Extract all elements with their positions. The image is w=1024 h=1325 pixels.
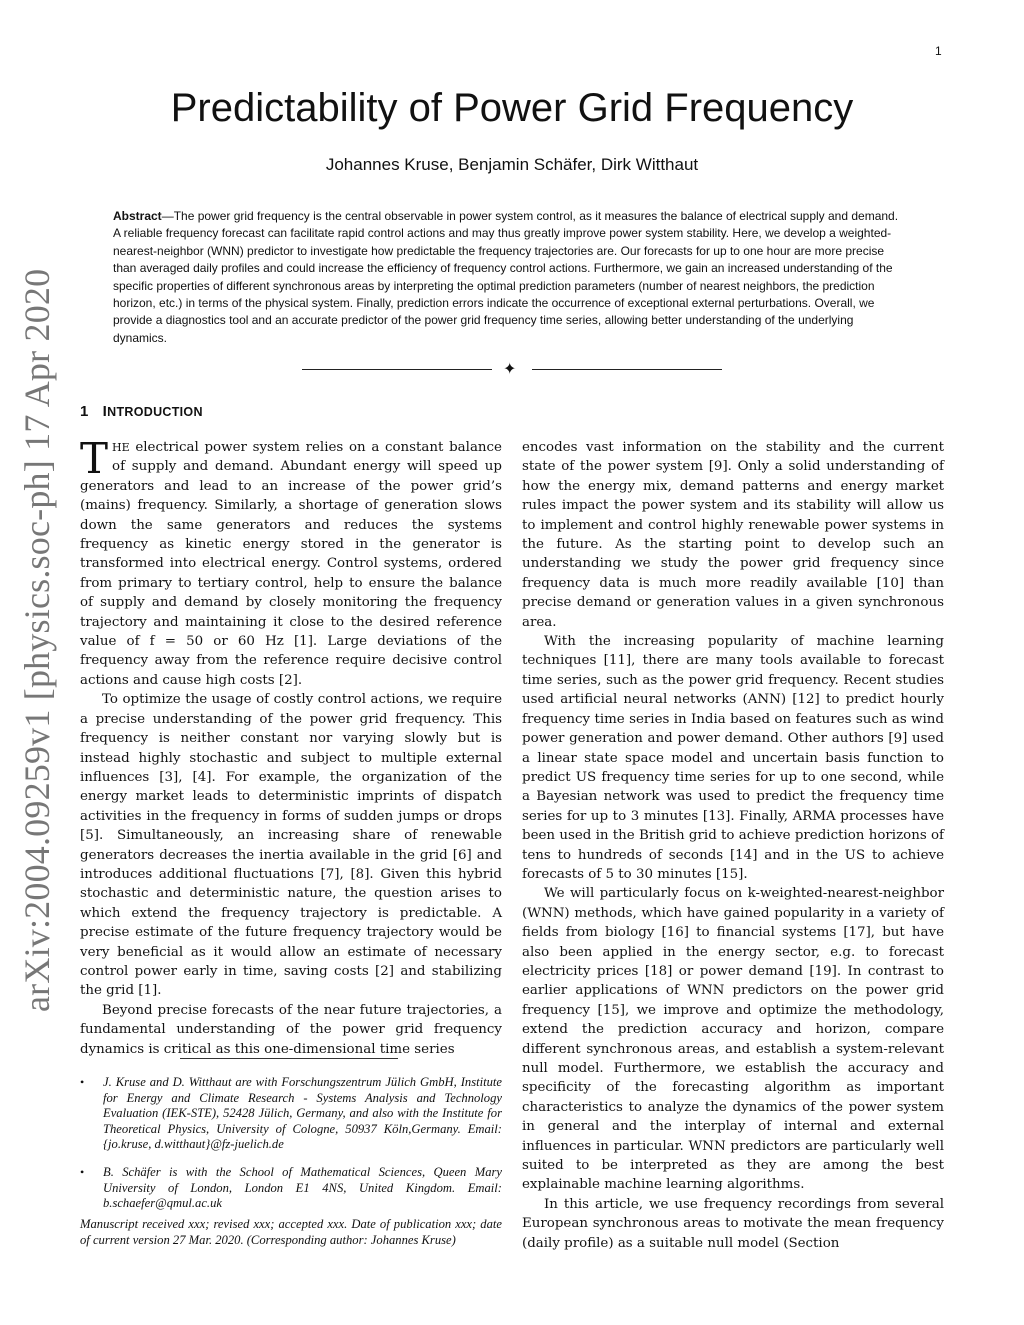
left-column (80, 434, 502, 1059)
left-paragraph-3: Beyond precise forecasts of the near future trajectories, a fundamental understanding of the power grid frequency dynamics is critical as this one-dimensional time series (80, 1002, 502, 1057)
right-paragraph-2: With the increasing popularity of machine learning techniques [11], there are many tools available to forecast time series, such as the power grid frequency. Recent studies used artificial neural networks (ANN) [12] to predict hourly frequency time series in India based on features such as wind power generation and power demand. Other authors [9] used a linear state space model and uncertain basis function to predict US frequency time series for up to one second, while a Bayesian network was used to predict the frequency time series for up to 3 minutes [13]. Finally, ARMA processes have been used in the British grid to achieve prediction horizons of tens to hundreds of seconds [14] and in the US to achieve forecasts of 5 to 30 minutes [15]. (522, 634, 944, 882)
separator-line-right (532, 369, 722, 370)
author-list: Johannes Kruse, Benjamin Schäfer, Dirk Witthaut (325, 155, 699, 174)
paper-title: Predictability of Power Grid Frequency (170, 86, 854, 130)
section-title-initial: I (102, 403, 108, 420)
right-paragraph-1: encodes vast information on the stability and the current state of the power system [9]. Only a solid understanding of how the energy mix, demand patterns and energy market rules impact the power system and its stability will allow us to implement and control highly renewable power systems in the future. As the starting point to develop such an understanding we study the power grid frequency since frequency data is much more readily available [10] than precise demand or generation values in a given synchronous area. (522, 440, 944, 630)
section-heading (80, 403, 203, 420)
left-paragraph-2: To optimize the usage of costly control actions, we require a precise understanding of the power grid frequency. This frequency is neither constant nor varying slowly but is instead highly stochastic and subject to multiple external influences [3], [4]. For example, the organization of the energy market leads to deterministic imprints of dispatch activities in the frequency in forms of sudden jumps or drops [5]. Simultaneously, an increasing share of renewable generators decreases the inertia available in the grid [6] and introduces additional fluctuations [7], [8]. Given this hybrid stochastic and deterministic nature, the question arises to which extend the frequency trajectory is predictable. A precise estimate of the future frequency trajectory would be very beneficial as it would allow an estimate of necessary control power early in time, saving costs [2] and stabilizing the grid [1]. (80, 692, 502, 999)
footnote-2-text: B. Schäfer is with the School of Mathematical Sciences, Queen Mary University of London, London E1 4NS, United Kingdom. Email: b.schaefer@qmul.ac.uk (103, 1165, 502, 1210)
section-number: 1 (80, 403, 89, 420)
left-paragraph-1-text: electrical power system relies on a constant balance of supply and demand. Abundant energy will speed up generators and lead to an increase of the power grid’s (mains) frequency. Similarly, a shortage of generation slows down the same generators and reduces the systems frequency as kinetic energy stored in the generator is transformed into electrical energy. Control systems, ordered from primary to tertiary control, help to ensure the balance of supply and demand by closely monitoring the frequency trajectory and maintaining it close to the desired reference value of f = 50 or 60 Hz [1]. Large deviations of the frequency away from the reference require decisive control actions and cause high costs [2]. (80, 440, 502, 688)
footnote-bullet: • (80, 1165, 85, 1179)
section-separator (302, 360, 722, 380)
right-column (522, 438, 944, 1253)
dropcap: T (80, 434, 109, 483)
left-paragraph-1 (80, 434, 502, 690)
footnote-affiliation-2 (80, 1165, 502, 1212)
abstract-dash: — (161, 209, 174, 223)
footnote-bullet: • (80, 1075, 85, 1089)
footnote-rule (180, 1058, 398, 1059)
separator-line-left (302, 369, 492, 370)
abstract-text: The power grid frequency is the central observable in power system control, as it measures the balance of electrical supply and demand. A reliable frequency forecast can facilitate rapid control actions and may thus greatly improve power system stability. Here, we develop a weighted-nearest-neighbor (WNN) predictor to investigate how predictable the frequency trajectories are. Our forecasts for up to one hour are more precise than averaged daily profiles and could increase the efficiency of frequency control actions. Furthermore, we gain an increased understanding of the specific properties of different synchronous areas by interpreting the optimal prediction parameters (number of nearest neighbors, the prediction horizon, etc.) in terms of the physical system. Finally, prediction errors indicate the occurrence of exceptional external perturbations. Overall, we provide a diagnostics tool and an accurate predictor of the power grid frequency time series, allowing better understanding of the underlying dynamics. (113, 209, 899, 345)
section-title-rest: NTRODUCTION (107, 405, 203, 419)
right-paragraph-3: We will particularly focus on k-weighted-nearest-neighbor (WNN) methods, which have gained popularity in a variety of fields from biology [16] to financial systems [17], but have also been applied in the energy sector, e.g. to forecast electricity prices [18] or power demand [19]. In contrast to earlier applications of WNN predictors on the power grid frequency [15], we improve and optimize the methodology, extend the prediction accuracy and horizon, compare different synchronous areas, and establish a system-relevant null model. Furthermore, we establish the accuracy and specificity of the forecasting algorithm as important characteristics to analyze the dynamics of the power system in general and the interplay of internal and external influences in particular. WNN predictors are particularly well suited to be interpreted as they are among the best explainable machine learning algorithms. (522, 886, 944, 1193)
arxiv-identifier: arXiv:2004.09259v1 [physics.soc-ph] 17 Apr 2020 (17, 268, 57, 1012)
manuscript-note (80, 1217, 502, 1248)
manuscript-note-text: Manuscript received xxx; revised xxx; accepted xxx. Date of publication xxx; date of current version 27 Mar. 2020. (Corresponding author: Johannes Kruse) (80, 1217, 502, 1247)
footnote-affiliation-1 (80, 1075, 502, 1153)
page-number: 1 (935, 44, 942, 58)
dropcap-rest: HE (112, 441, 130, 454)
separator-diamond-icon: ✦ (503, 359, 517, 378)
abstract-label: Abstract (113, 209, 162, 223)
abstract (113, 208, 908, 347)
right-paragraph-4: In this article, we use frequency recordings from several European synchronous areas to motivate the mean frequency (daily profile) as a suitable null model (Section (522, 1196, 944, 1251)
footnote-1-text: J. Kruse and D. Witthaut are with Forschungszentrum Jülich GmbH, Institute for Energy and Climate Research - Systems Analysis and Technology Evaluation (IEK-STE), 52428 Jülich, Germany, and also with the Institute for Theoretical Physics, University of Cologne, 50937 Köln,Germany. Email: {jo.kruse, d.witthaut}@fz-juelich.de (103, 1075, 502, 1151)
